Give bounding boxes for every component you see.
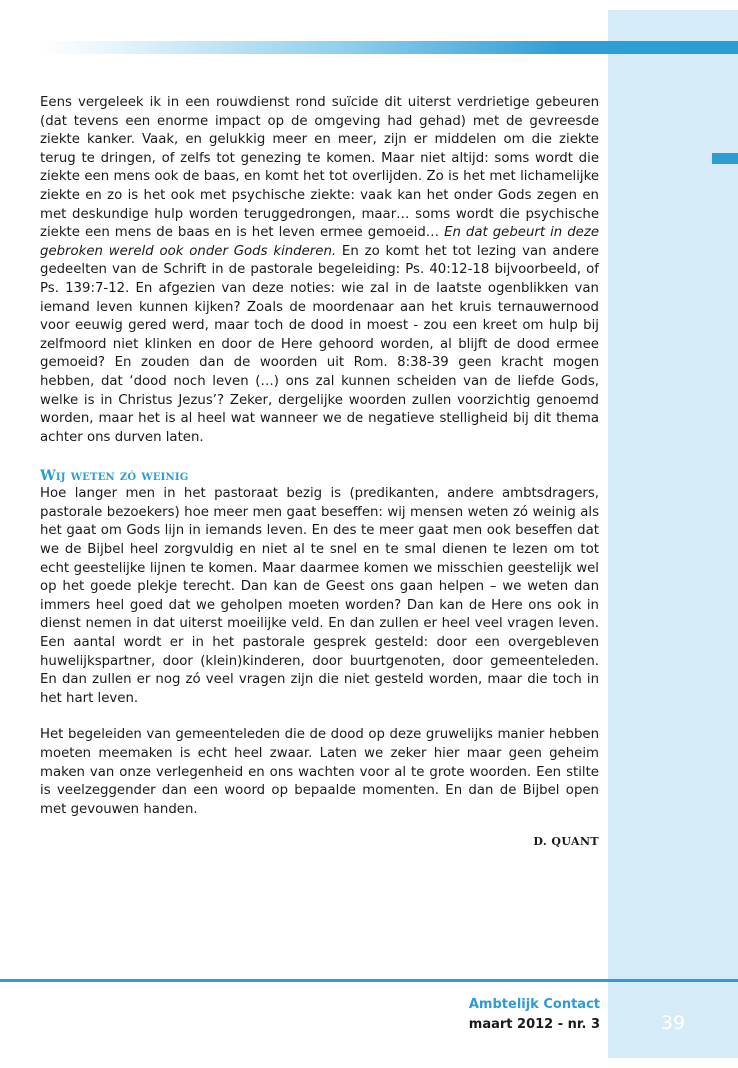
journal-info <box>469 995 600 1035</box>
paragraph-1 <box>40 94 599 447</box>
footer-rule <box>0 979 738 982</box>
section-heading: Wij weten zó weinig <box>40 468 189 485</box>
right-sidebar-band <box>608 10 738 1058</box>
paragraph-2: Hoe langer men in het pastoraat bezig is (predikanten, andere ambtsdragers, pastorale bezoekers) hoe meer men gaat beseffen: wij mensen weten zó weinig als het gaat om Gods lijn in iemands leven. En des te meer gaat men ook beseffen dat we de Bijbel heel zorgvuldig en niet al te snel en te smal dienen te lezen om tot echt geestelijke lijnen te komen. Maar daarmee komen we misschien geestelijk wel op het goede plekje terecht. Dan kan de Geest ons gaan helpen – we weten dan immers heel goed dat we geholpen moeten worden? Dan kan de Here ons ook in dienst nemen in dat uiterst moeilijke veld. En dan zullen er heel veel vragen leven. Een aantal wordt er in het pastorale gesprek gesteld: door een overgebleven huwelijkspartner, door (klein)kinderen, door buurtgenoten, door gemeenteleden. En dan zullen er nog zó veel vragen zijn die niet gesteld worden, maar die toch in het hart leven. <box>40 486 599 706</box>
header-gradient-bar <box>40 41 738 54</box>
paragraph-1-text-a: Eens vergeleek ik in een rouwdienst rond suïcide dit uiterst verdrietige gebeuren (dat tevens een enorme impact op de omgeving had gehad) met de gevreesde ziekte kanker. Vaak, en gelukkig meer en meer, zijn er middelen om die ziekte terug te dringen, of zelfs tot genezing te komen. Maar niet altijd: soms wordt die ziekte een mens ook de baas, en komt het tot overlijden. Zo is het met lichamelijke ziekte en zo is het ook met psychische ziekte: vaak kan het onder Gods zegen en met deskundige hulp worden teruggedrongen, maar… soms wordt die psychische ziekte een mens de baas en is het leven ermee gemoeid… <box>40 95 599 241</box>
page-number: 39 <box>660 1012 686 1034</box>
paragraph-1-text-b: En zo komt het tot lezing van andere gedeelten van de Schrift in de pastorale begeleiding: Ps. 40:12-18 bijvoorbeeld, of Ps. 139:7-12. En afgezien van deze noties: wie zal in de laatste ogenblikken van iemand leven kunnen kijken? Zoals de moordenaar aan het kruis ternauwernood voor eeuwig gered werd, maar toch de dood in moest - zou een kreet om hulp bij zelfmoord niet klinken en door de Here gehoord worden, al blijft de dood ermee gemoeid? En zouden dan de woorden uit Rom. 8:38-39 geen kracht mogen hebben, dat ‘dood noch leven (…) ons zal kunnen scheiden van de liefde Gods, welke is in Christus Jezus’? Zeker, dergelijke woorden zullen voorzichtig genoemd worden, maar het is al heel wat wanneer we de negatieve stelligheid bij dit thema achter ons durven laten. <box>40 243 599 445</box>
sidebar-marker-tab <box>712 153 738 164</box>
article-body <box>40 94 599 852</box>
author-signature: D. QUANT <box>533 835 599 849</box>
paragraph-1-italic: En dat gebeurt in deze gebroken wereld ook onder Gods kinderen. <box>40 225 599 259</box>
paragraph-3: Het begeleiden van gemeenteleden die de dood op deze gruwelijks manier hebben moeten meemaken is echt heel zwaar. Laten we zeker hier maar geen geheim maken van onze verlegenheid en ons wachten voor al te grote woorden. Een stilte is veelzeggender dan een woord op bepaalde momenten. En dan de Bijbel open met gevouwen handen. <box>40 727 599 817</box>
journal-name: Ambtelijk Contact <box>468 997 600 1012</box>
journal-issue: maart 2012 - nr. 3 <box>468 1017 600 1032</box>
